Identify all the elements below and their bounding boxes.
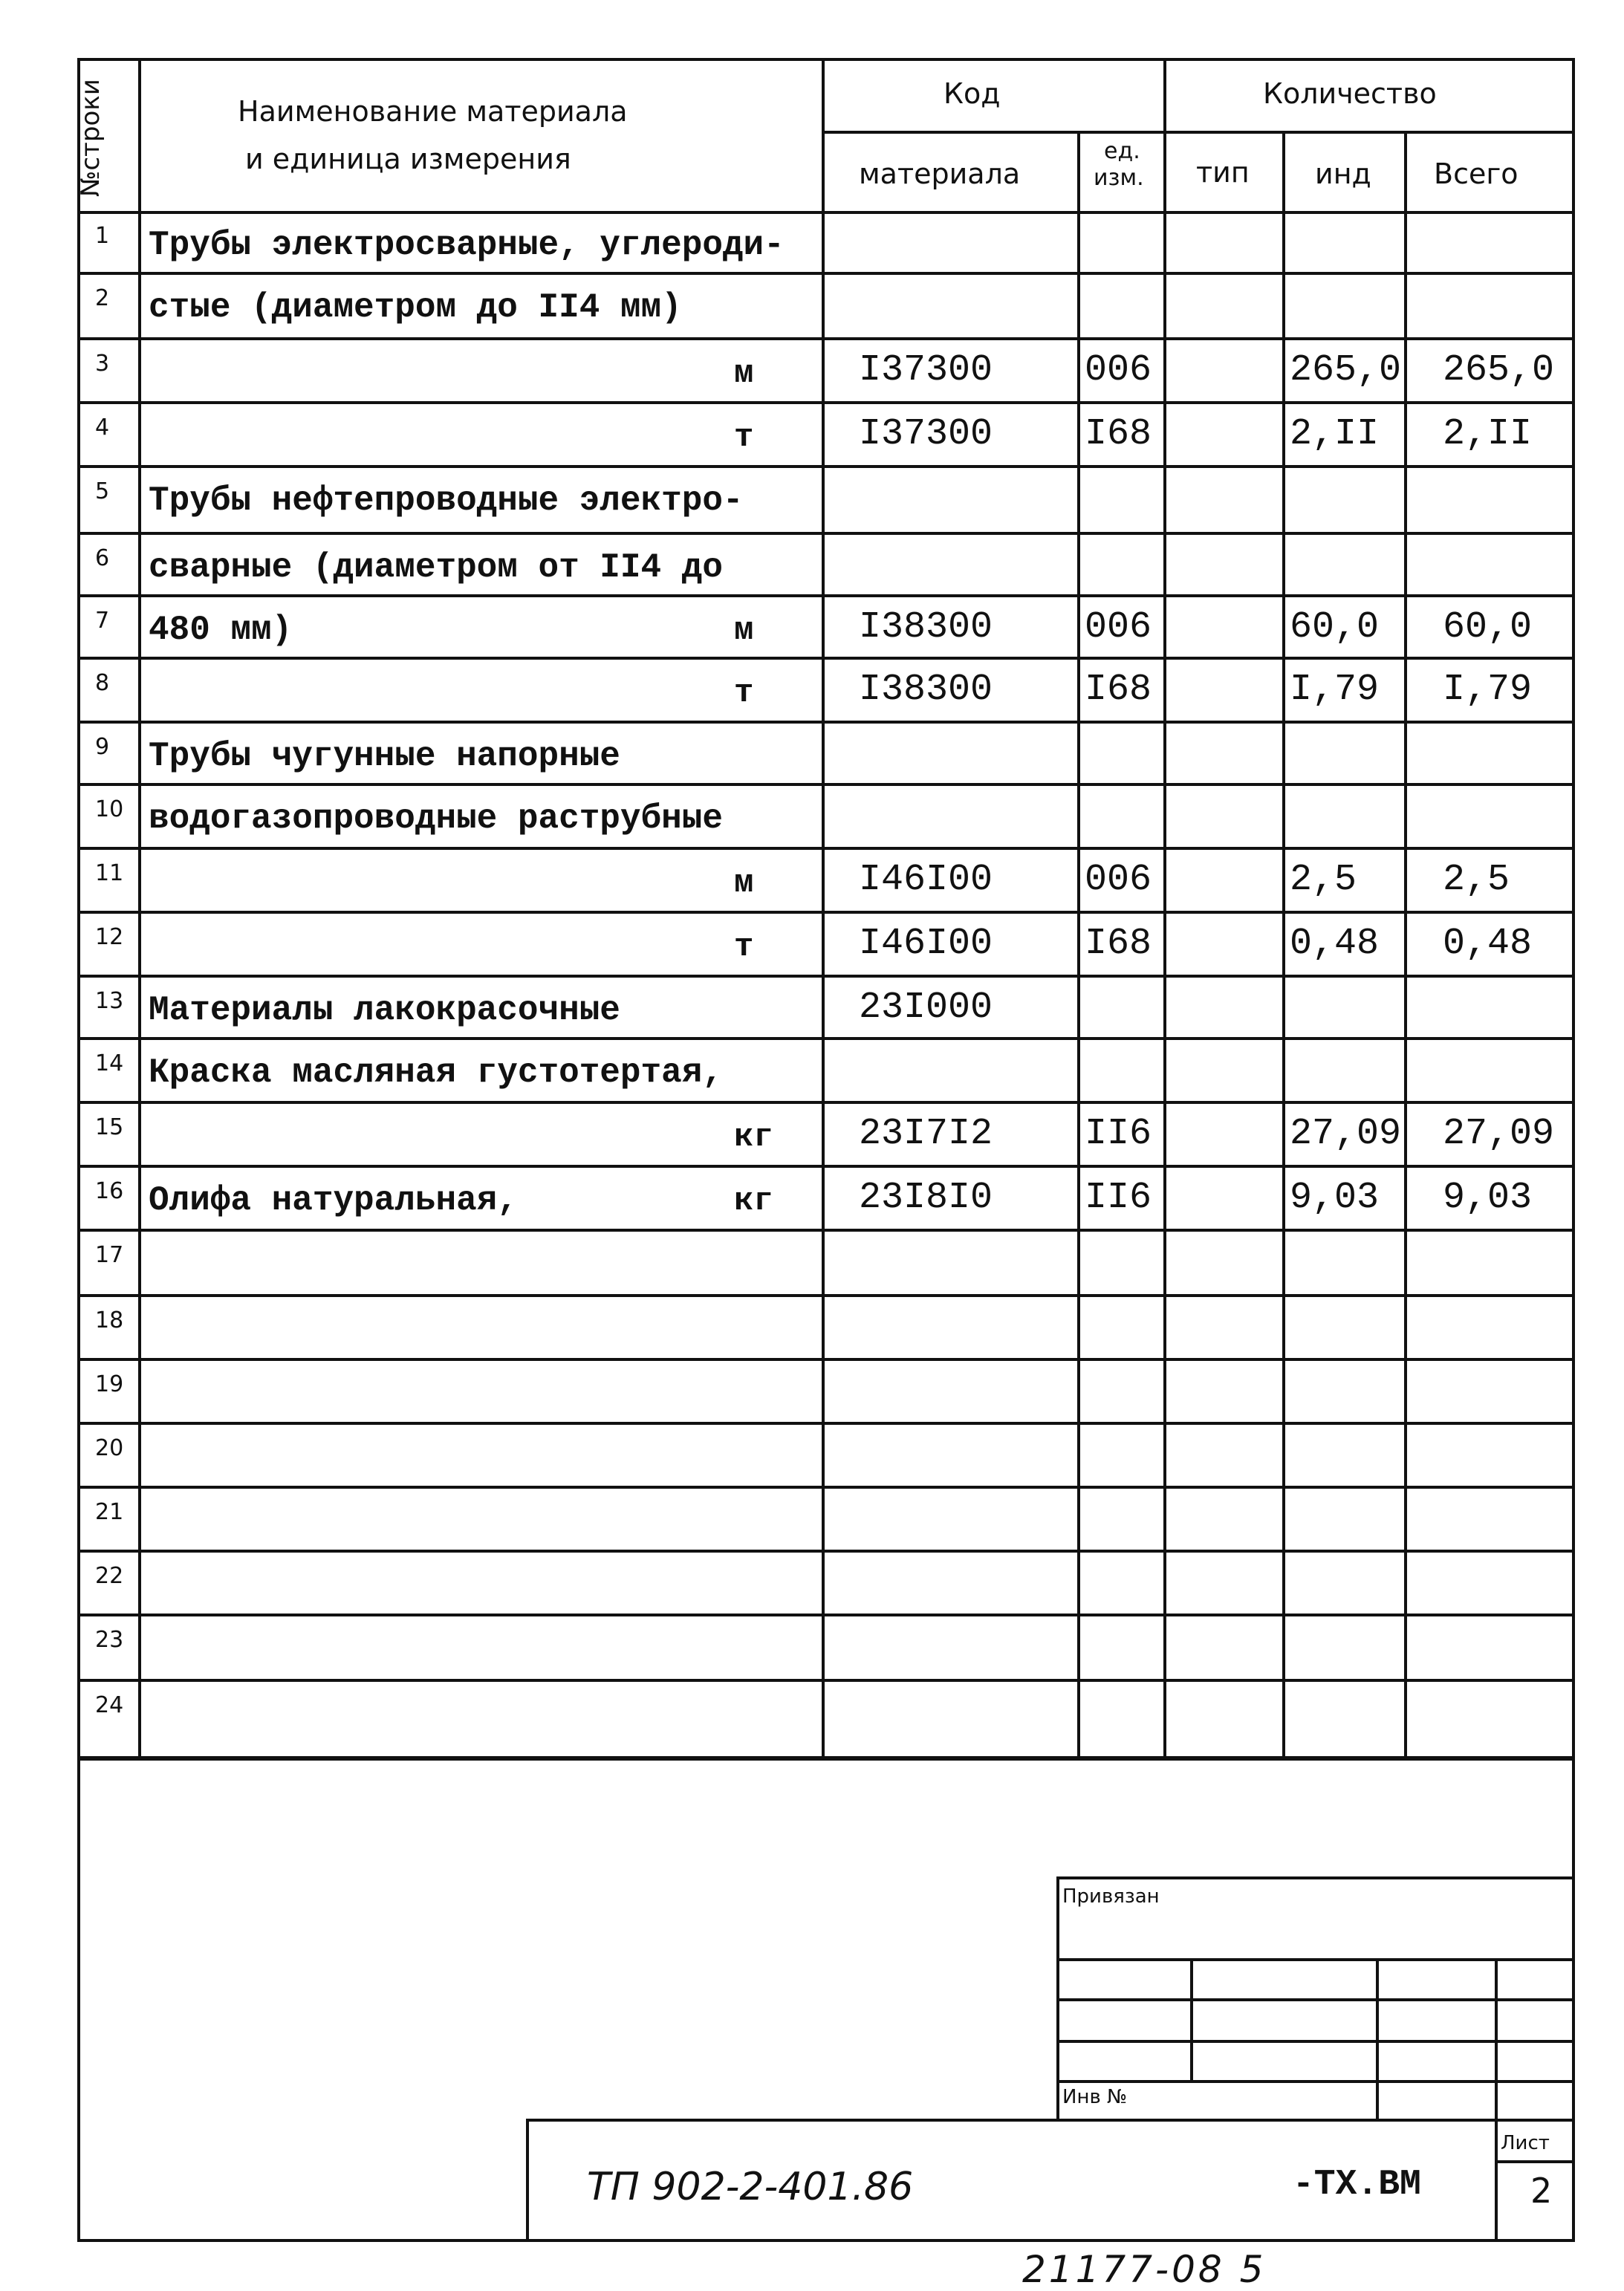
header-divider xyxy=(138,58,141,1761)
row-number: 10 xyxy=(95,796,124,822)
quantity-total: I,79 xyxy=(1443,669,1533,711)
material-code: 23I8I0 xyxy=(859,1177,993,1219)
unit-code: 006 xyxy=(1085,349,1152,391)
row-number: 5 xyxy=(95,478,110,504)
row-number: 20 xyxy=(95,1435,124,1461)
quantity-ind: 0,48 xyxy=(1290,923,1380,965)
material-name: Трубы нефтепроводные электро- xyxy=(149,481,744,520)
row-line xyxy=(77,975,1575,978)
unit-code: I68 xyxy=(1085,923,1152,965)
unit-label: м xyxy=(734,865,754,902)
table-bottom-line xyxy=(77,1758,1575,1761)
row-line xyxy=(77,911,1575,914)
sheet-label: Лист xyxy=(1501,2132,1550,2154)
material-code: I38300 xyxy=(859,669,993,711)
quantity-ind: 2,II xyxy=(1290,413,1380,455)
material-code: I46I00 xyxy=(859,923,993,965)
unit-header-line1: ед. xyxy=(1104,138,1140,164)
material-name: Материалы лакокрасочные xyxy=(149,991,620,1030)
row-line xyxy=(77,532,1575,535)
row-number: 24 xyxy=(95,1692,124,1718)
header-divider xyxy=(1282,131,1285,1761)
row-line xyxy=(77,847,1575,850)
row-line xyxy=(77,272,1575,275)
material-name: Краска масляная густотертая, xyxy=(149,1053,723,1092)
unit-label: т xyxy=(734,419,754,456)
material-code: I37300 xyxy=(859,413,993,455)
name-header-line2: и единица измерения xyxy=(245,143,571,175)
stamp-divider xyxy=(1376,1958,1379,2122)
unit-code: II6 xyxy=(1085,1113,1152,1155)
material-name: стые (диаметром до II4 мм) xyxy=(149,288,682,327)
type-header: тип xyxy=(1196,156,1250,189)
material-name: 480 мм) xyxy=(149,611,293,649)
row-line xyxy=(77,1165,1575,1168)
row-number: 12 xyxy=(95,924,124,950)
unit-label: кг xyxy=(734,1119,773,1156)
row-line xyxy=(77,1358,1575,1361)
quantity-ind: 265,0 xyxy=(1290,349,1402,391)
row-line xyxy=(77,657,1575,660)
row-line xyxy=(77,1486,1575,1489)
row-line xyxy=(77,1679,1575,1682)
row-number: 23 xyxy=(95,1627,124,1653)
row-number: 3 xyxy=(95,351,110,377)
sheet-number: 2 xyxy=(1530,2171,1553,2211)
row-number: 11 xyxy=(95,860,124,886)
unit-code: 006 xyxy=(1085,606,1152,649)
unit-code: I68 xyxy=(1085,413,1152,455)
inv-no-label: Инв № xyxy=(1062,2086,1128,2108)
name-header-line1: Наименование материала xyxy=(238,95,628,128)
quantity-total: 27,09 xyxy=(1443,1113,1555,1155)
code-header: Код xyxy=(943,77,1001,110)
row-number: 2 xyxy=(95,285,110,311)
header-divider xyxy=(822,58,825,1761)
unit-label: кг xyxy=(734,1183,773,1220)
material-code: 23I7I2 xyxy=(859,1113,993,1155)
quantity-ind: 2,5 xyxy=(1290,859,1357,901)
ind-header: инд xyxy=(1315,157,1371,190)
quantity-total: 9,03 xyxy=(1443,1177,1533,1219)
stamp-divider xyxy=(1190,1958,1193,2080)
row-number: 18 xyxy=(95,1307,124,1333)
unit-code: I68 xyxy=(1085,669,1152,711)
material-code: I37300 xyxy=(859,349,993,391)
document-suffix: -ТХ.ВМ xyxy=(1293,2165,1421,2205)
row-number: 9 xyxy=(95,734,110,760)
unit-label: т xyxy=(734,675,754,712)
linked-label: Привязан xyxy=(1062,1885,1160,1908)
row-line xyxy=(77,465,1575,468)
title-line xyxy=(1495,2160,1575,2163)
row-number: 8 xyxy=(95,670,110,696)
header-line xyxy=(77,211,1575,214)
row-line xyxy=(77,1550,1575,1553)
row-number: 6 xyxy=(95,545,110,571)
row-number: 21 xyxy=(95,1499,124,1525)
archive-number: 21177-08 5 xyxy=(1022,2248,1267,2291)
quantity-ind: 27,09 xyxy=(1290,1113,1402,1155)
quantity-total: 2,II xyxy=(1443,413,1533,455)
row-number: 1 xyxy=(95,223,110,249)
row-number: 17 xyxy=(95,1242,124,1268)
material-name: водогазопроводные раструбные xyxy=(149,799,723,838)
unit-code: 006 xyxy=(1085,859,1152,901)
quantity-total: 60,0 xyxy=(1443,606,1533,649)
row-number: 19 xyxy=(95,1371,124,1397)
row-line xyxy=(77,337,1575,340)
header-divider xyxy=(1404,131,1407,1761)
row-line xyxy=(77,401,1575,404)
quantity-ind: 60,0 xyxy=(1290,606,1380,649)
row-line xyxy=(77,1614,1575,1616)
quantity-total: 0,48 xyxy=(1443,923,1533,965)
stamp-divider xyxy=(1495,1958,1498,2122)
unit-label: т xyxy=(734,929,754,966)
unit-label: м xyxy=(734,612,754,649)
quantity-ind: 9,03 xyxy=(1290,1177,1380,1219)
quantity-total: 2,5 xyxy=(1443,859,1510,901)
quantity-total: 265,0 xyxy=(1443,349,1555,391)
row-line xyxy=(77,594,1575,597)
material-code: I46I00 xyxy=(859,859,993,901)
row-number: 4 xyxy=(95,415,110,441)
material-header: материала xyxy=(859,157,1021,190)
unit-label: м xyxy=(734,355,754,392)
row-line xyxy=(77,1229,1575,1232)
material-name: Олифа натуральная, xyxy=(149,1181,518,1220)
unit-header-line2: изм. xyxy=(1094,165,1144,191)
document-code: ТП 902-2-401.86 xyxy=(587,2165,914,2209)
row-number: 16 xyxy=(95,1178,124,1204)
header-divider xyxy=(1077,131,1080,1761)
material-code: 23I000 xyxy=(859,987,993,1029)
row-number: 15 xyxy=(95,1114,124,1140)
header-line xyxy=(822,131,1575,134)
quantity-ind: I,79 xyxy=(1290,669,1380,711)
material-code: I38300 xyxy=(859,606,993,649)
total-header: Всего xyxy=(1434,157,1519,190)
row-line xyxy=(77,783,1575,786)
row-line xyxy=(77,721,1575,724)
row-number: 13 xyxy=(95,988,124,1014)
row-line xyxy=(77,1422,1575,1425)
row-line xyxy=(77,1101,1575,1104)
material-name: Трубы чугунные напорные xyxy=(149,737,620,776)
row-number: 22 xyxy=(95,1563,124,1589)
row-number-header: №строки xyxy=(76,79,105,197)
row-line xyxy=(77,1294,1575,1297)
unit-code: II6 xyxy=(1085,1177,1152,1219)
row-number: 14 xyxy=(95,1050,124,1076)
quantity-header: Количество xyxy=(1263,77,1437,110)
header-divider xyxy=(1163,58,1166,1761)
title-divider xyxy=(1495,2119,1498,2242)
material-name: сварные (диаметром от II4 до xyxy=(149,548,723,587)
row-number: 7 xyxy=(95,608,110,634)
row-line xyxy=(77,1037,1575,1040)
material-name: Трубы электросварные, углероди- xyxy=(149,226,785,264)
